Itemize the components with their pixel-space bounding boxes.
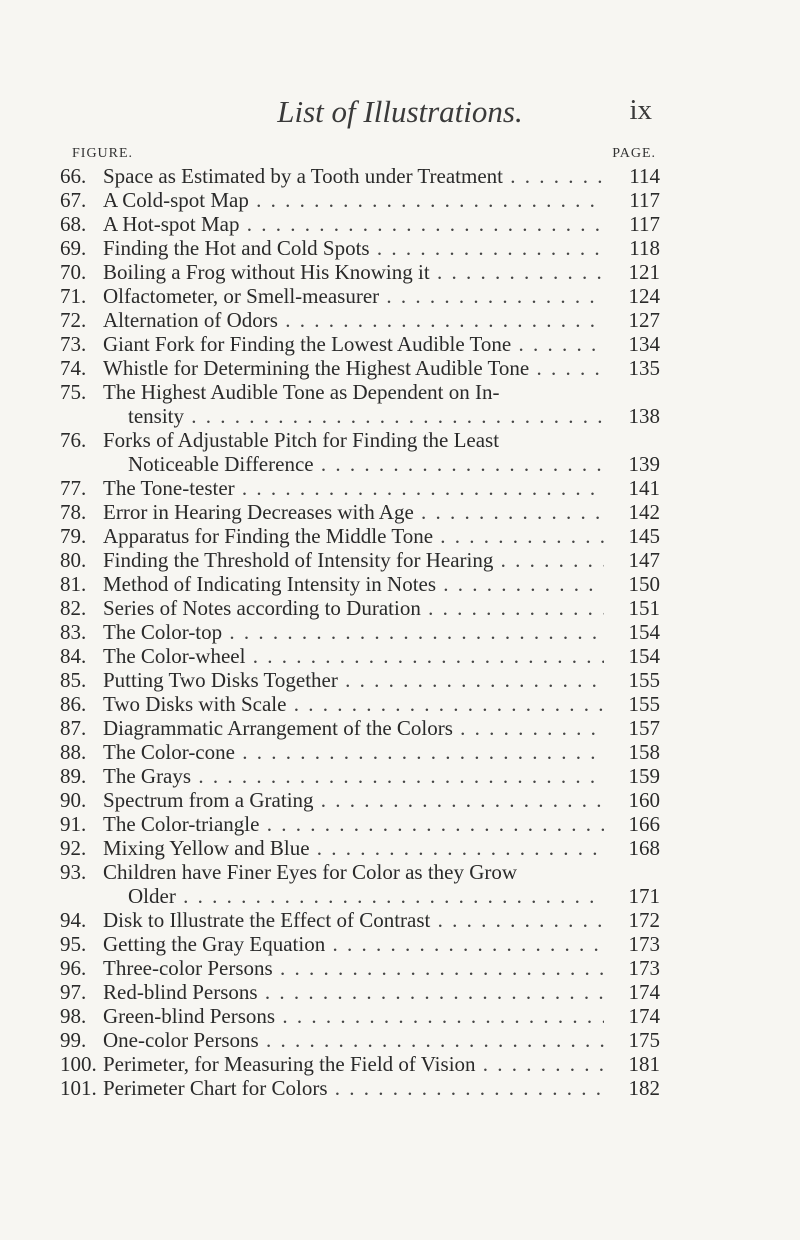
figure-title: Perimeter, for Measuring the Field of Vision . . . (103, 1052, 604, 1076)
figure-title: tensity . . . (128, 404, 604, 428)
figure-title: Older . . . (128, 884, 604, 908)
figure-title: The Color-triangle . . . (103, 812, 604, 836)
figure-title: Error in Hearing Decreases with Age . . . (103, 500, 604, 524)
figure-number: 66. (60, 164, 87, 188)
figure-title: The Color-cone . . . (103, 740, 604, 764)
column-headers (72, 146, 656, 166)
figure-number: 92. (60, 836, 87, 860)
figure-number: 98. (60, 1004, 87, 1028)
figure-title: The Highest Audible Tone as Dependent on In- (103, 380, 500, 404)
page-title: List of Illustrations. (277, 94, 523, 129)
page-reference: 150 (628, 572, 660, 596)
page-reference: 172 (628, 908, 660, 932)
figure-title: Boiling a Frog without His Knowing it . . . (103, 260, 604, 284)
figure-title: Forks of Adjustable Pitch for Finding the Least (103, 428, 500, 452)
page-reference: 114 (629, 164, 660, 188)
figure-number: 74. (60, 356, 87, 380)
figure-title: A Hot-spot Map . . . (103, 212, 604, 236)
list-item (60, 716, 660, 740)
page-reference: 121 (628, 260, 660, 284)
page-reference: 151 (628, 596, 660, 620)
list-item (60, 596, 660, 620)
list-item (60, 380, 660, 404)
list-item (60, 548, 660, 572)
list-item (60, 236, 660, 260)
figure-number: 79. (60, 524, 87, 548)
figure-number: 69. (60, 236, 87, 260)
figure-number: 94. (60, 908, 87, 932)
page-reference: 171 (628, 884, 660, 908)
page-reference: 134 (628, 332, 660, 356)
figure-title: Noticeable Difference . . . (128, 452, 604, 476)
page-reference: 168 (628, 836, 660, 860)
figure-title: Olfactometer, or Smell-measurer . . . (103, 284, 604, 308)
page-number: ix (629, 94, 652, 126)
list-item (60, 476, 660, 500)
list-item (60, 860, 660, 884)
list-item (60, 260, 660, 284)
list-item (60, 1076, 660, 1100)
figure-number: 81. (60, 572, 87, 596)
page-reference: 155 (628, 668, 660, 692)
figure-title: One-color Persons . . . (103, 1028, 604, 1052)
figure-number: 80. (60, 548, 87, 572)
list-item (60, 668, 660, 692)
page-reference: 142 (628, 500, 660, 524)
figure-title: The Grays . . . (103, 764, 604, 788)
list-item (60, 500, 660, 524)
list-item (60, 572, 660, 596)
figure-number: 76. (60, 428, 87, 452)
figure-number: 97. (60, 980, 87, 1004)
figure-number: 99. (60, 1028, 87, 1052)
list-item (60, 524, 660, 548)
figure-title: Spectrum from a Grating . . . (103, 788, 604, 812)
list-item (60, 1004, 660, 1028)
figure-number: 75. (60, 380, 87, 404)
page-reference: 155 (628, 692, 660, 716)
figure-number: 84. (60, 644, 87, 668)
page-reference: 135 (628, 356, 660, 380)
list-item (60, 620, 660, 644)
list-item (60, 356, 660, 380)
figure-column-label: FIGURE. (72, 146, 134, 161)
figure-title: Finding the Threshold of Intensity for Hearing . . . (103, 548, 604, 572)
figure-title: Children have Finer Eyes for Color as they Grow (103, 860, 518, 884)
figure-title: Apparatus for Finding the Middle Tone . . . (103, 524, 604, 548)
figure-number: 91. (60, 812, 87, 836)
figure-title: Whistle for Determining the Highest Audible Tone . . . (103, 356, 604, 380)
figure-number: 100. (60, 1052, 97, 1076)
page-reference: 145 (628, 524, 660, 548)
figure-title: Getting the Gray Equation . . . (103, 932, 604, 956)
list-item-continuation (60, 452, 660, 476)
list-item (60, 284, 660, 308)
list-item (60, 164, 660, 188)
page-reference: 154 (628, 644, 660, 668)
figure-number: 88. (60, 740, 87, 764)
figure-title: Giant Fork for Finding the Lowest Audible Tone . . . (103, 332, 604, 356)
list-item (60, 692, 660, 716)
page-reference: 158 (628, 740, 660, 764)
figure-title: Alternation of Odors . . . (103, 308, 604, 332)
page-reference: 154 (628, 620, 660, 644)
figure-title: Green-blind Persons . . . (103, 1004, 604, 1028)
list-item (60, 956, 660, 980)
list-item (60, 764, 660, 788)
figure-title: Three-color Persons . . . (103, 956, 604, 980)
page-reference: 141 (628, 476, 660, 500)
page-reference: 157 (628, 716, 660, 740)
list-item (60, 788, 660, 812)
page-reference: 138 (628, 404, 660, 428)
page-reference: 147 (628, 548, 660, 572)
figure-title: Two Disks with Scale . . . (103, 692, 604, 716)
list-item (60, 212, 660, 236)
figure-number: 93. (60, 860, 87, 884)
figure-number: 87. (60, 716, 87, 740)
list-item (60, 428, 660, 452)
figure-title: Red-blind Persons . . . (103, 980, 604, 1004)
list-item-continuation (60, 404, 660, 428)
figure-number: 85. (60, 668, 87, 692)
figure-number: 83. (60, 620, 87, 644)
list-item (60, 1052, 660, 1076)
page-column-label: PAGE. (612, 146, 656, 161)
figure-number: 73. (60, 332, 87, 356)
figure-title: The Tone-tester . . . (103, 476, 604, 500)
page-reference: 181 (628, 1052, 660, 1076)
list-item-continuation (60, 884, 660, 908)
page-reference: 117 (629, 188, 660, 212)
figure-title: Perimeter Chart for Colors . . . (103, 1076, 604, 1100)
figure-number: 77. (60, 476, 87, 500)
page-reference: 173 (628, 956, 660, 980)
figure-number: 68. (60, 212, 87, 236)
figure-title: The Color-top . . . (103, 620, 604, 644)
list-item (60, 332, 660, 356)
list-item (60, 308, 660, 332)
figure-number: 89. (60, 764, 87, 788)
page-reference: 174 (628, 980, 660, 1004)
figure-title: Disk to Illustrate the Effect of Contrast . . . (103, 908, 604, 932)
figure-title: Method of Indicating Intensity in Notes . . . (103, 572, 604, 596)
figure-title: Putting Two Disks Together . . . (103, 668, 604, 692)
figure-title: Diagrammatic Arrangement of the Colors . . . (103, 716, 604, 740)
list-item (60, 644, 660, 668)
figure-number: 90. (60, 788, 87, 812)
figure-number: 71. (60, 284, 87, 308)
list-item (60, 836, 660, 860)
list-item (60, 740, 660, 764)
page-reference: 117 (629, 212, 660, 236)
figure-title: Finding the Hot and Cold Spots . . . (103, 236, 604, 260)
figure-number: 101. (60, 1076, 97, 1100)
page-reference: 127 (628, 308, 660, 332)
figure-title: The Color-wheel . . . (103, 644, 604, 668)
figure-number: 96. (60, 956, 87, 980)
page-reference: 124 (628, 284, 660, 308)
figure-number: 86. (60, 692, 87, 716)
list-item (60, 188, 660, 212)
figure-title: A Cold-spot Map . . . (103, 188, 604, 212)
figure-title: Mixing Yellow and Blue . . . (103, 836, 604, 860)
list-item (60, 932, 660, 956)
page-reference: 182 (628, 1076, 660, 1100)
page-reference: 166 (628, 812, 660, 836)
page-reference: 118 (629, 236, 660, 260)
page-reference: 139 (628, 452, 660, 476)
figure-number: 78. (60, 500, 87, 524)
list-item (60, 1028, 660, 1052)
figure-title: Series of Notes according to Duration . . . (103, 596, 604, 620)
figure-number: 67. (60, 188, 87, 212)
figure-title: Space as Estimated by a Tooth under Treatment . . . (103, 164, 604, 188)
figure-number: 72. (60, 308, 87, 332)
page-reference: 159 (628, 764, 660, 788)
list-item (60, 980, 660, 1004)
list-item (60, 908, 660, 932)
page-reference: 175 (628, 1028, 660, 1052)
page-reference: 174 (628, 1004, 660, 1028)
page-header (0, 94, 800, 134)
illustration-list (60, 164, 660, 1100)
figure-number: 95. (60, 932, 87, 956)
list-item (60, 812, 660, 836)
figure-number: 82. (60, 596, 87, 620)
page-reference: 173 (628, 932, 660, 956)
figure-number: 70. (60, 260, 87, 284)
page-reference: 160 (628, 788, 660, 812)
